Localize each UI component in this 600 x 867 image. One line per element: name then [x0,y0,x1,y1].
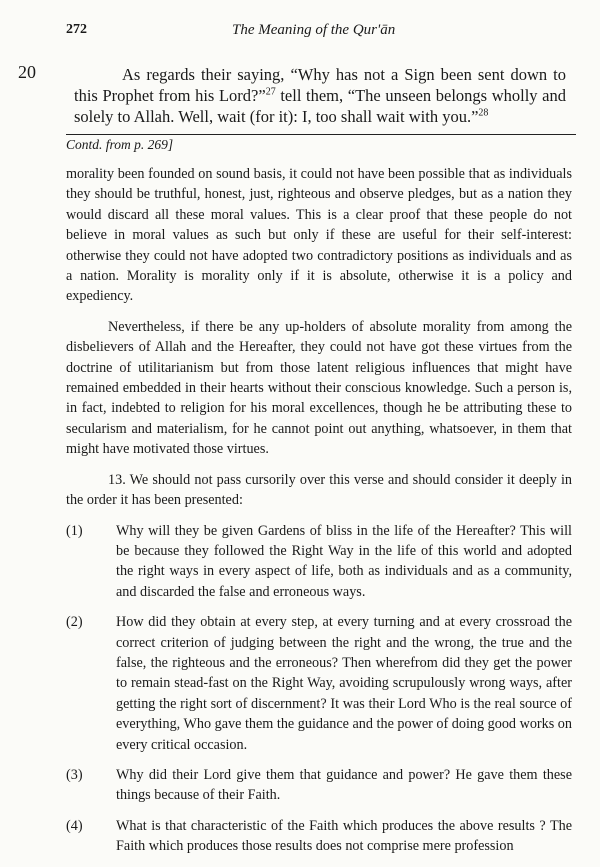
verse-text [74,64,566,127]
paragraph-3: 13. We should not pass cursorily over this verse and should consider it deeply in the order it has been presented: [66,471,572,509]
footnote-ref-27: 27 [265,86,276,98]
list-item [66,612,572,755]
list-item-text: How did they obtain at every step, at every turning and at every crossroad the correct criterion of judging between the right and the wrong, the true and the false, the righteous and the erroneous? Then wherefrom did they get the power to remain stead-fast on the Right Way, avoiding scrupulously wrong ways, after getting the right sort of discernment? It was their Lord Who is the real source of everything, Who gave them the guidance and the power of doing good works on every critical occasion. [116,614,572,753]
list-item-text: Why did their Lord give them that guidance and power? He gave them these things because of their Faith. [116,766,572,804]
list-item [66,816,572,857]
list-item-number: (3) [66,766,83,783]
list-item-number: (1) [66,522,83,539]
section-divider [66,134,576,135]
paragraph-2: Nevertheless, if there be any up-holders of absolute morality from among the disbelievers of Allah and the Hereafter, they could not have got these virtues from the doctrine of utilitarianism but from those latent religious influences that might have remained embedded in their hearts without their conscious knowledge. Such a person is, in fact, indebted to religion for his moral excellences, though he be attributing these to secularism and materialism, for he cannot point out anything, whatsoever, in them that might have motivated those virtues. [66,318,572,458]
verse-text-part1: As regards their saying, “Why has not a Sign been sent down to this Prophet from his Lord?” [74,65,566,105]
verse-text-part2: tell them, “The unseen belongs wholly and solely to Allah. Well, wait (for it): I, too shall wait with you.” [74,86,567,126]
list-item [66,765,572,806]
numbered-list [66,521,572,857]
commentary-body [66,164,572,867]
footnote-ref-28: 28 [478,107,489,119]
list-item-number: (2) [66,614,83,631]
list-item-text: What is that characteristic of the Faith which produces the above results ? The Faith which produces those results does not comprise mere profession [116,817,572,855]
running-title: The Meaning of the Qur'ān [232,22,396,38]
continued-note: Contd. from p. 269] [66,137,174,152]
list-item-text: Why will they be given Gardens of bliss in the life of the Hereafter? This will be because they followed the Right Way in the life of this world and adopted the right ways in every aspect of life, both as individuals and as a community, and discarded the false and erroneous ways. [116,522,572,600]
list-item-number: (4) [66,817,83,834]
paragraph-1: morality been founded on sound basis, it could not have been possible that as individuals they should be truthful, honest, just, righteous and observe pledges, but as a nation they would discard all these moral values. This is a clear proof that these people do not believe in moral values as such but only if these are useful for their self-interest: otherwise they could not have adopted two contradictory positions as individuals and as a nation. Morality is morality only if it is absolute, otherwise it is a policy and expediency. [66,166,572,305]
verse-number: 20 [18,62,36,82]
list-item [66,521,572,603]
page-number: 272 [66,22,87,37]
